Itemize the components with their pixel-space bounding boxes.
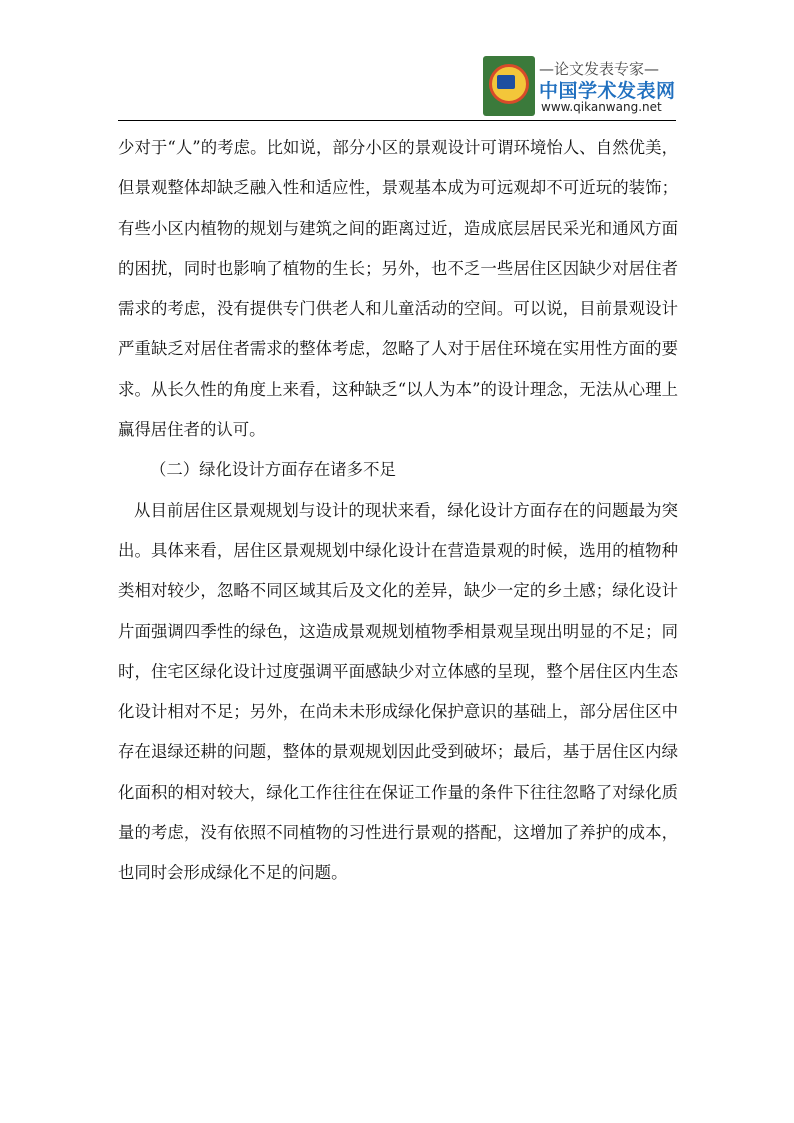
book-icon — [497, 75, 515, 89]
logo-tagline: —论文发表专家— — [539, 60, 660, 78]
document-body — [118, 128, 678, 894]
paragraph-greening: 从目前居住区景观规划与设计的现状来看，绿化设计方面存在的问题最为突出。具体来看，居住区景观规划中绿化设计在营造景观的时候，选用的植物种类相对较少，忽略不同区域其后及文化的差异，缺少一定的乡土感；绿化设计片面强调四季性的绿色，这造成景观规划植物季相景观呈现出明显的不足；同时，住宅区绿化设计过度强调平面感缺少对立体感的呈现，整个居住区内生态化设计相对不足；另外，在尚未未形成绿化保护意识的基础上，部分居住区中存在退绿还耕的问题，整体的景观规划因此受到破坏；最后，基于居住区内绿化面积的相对较大，绿化工作往往在保证工作量的条件下往往忽略了对绿化质量的考虑，没有依照不同植物的习性进行景观的搭配，这增加了养护的成本，也同时会形成绿化不足的问题。 — [118, 500, 678, 883]
header-divider — [118, 120, 676, 121]
section-heading: （二）绿化设计方面存在诸多不足 — [150, 460, 396, 480]
paragraph-continued: 少对于“人”的考虑。比如说，部分小区的景观设计可谓环境怡人、自然优美，但景观整体却缺乏融入性和适应性，景观基本成为可远观却不可近玩的装饰；有些小区内植物的规划与建筑之间的距离过近，造成底层居民采光和通风方面的困扰，同时也影响了植物的生长；另外，也不乏一些居住区因缺少对居住者需求的考虑，没有提供专门供老人和儿童活动的空间。可以说，目前景观设计严重缺乏对居住者需求的整体考虑，忽略了人对于居住环境在实用性方面的要求。从长久性的角度上来看，这种缺乏“以人为本”的设计理念，无法从心理上赢得居住者的认可。 — [118, 138, 678, 440]
seal-emblem — [483, 56, 535, 116]
publisher-logo — [483, 56, 676, 118]
logo-site-name: 中国学术发表网 — [539, 80, 676, 102]
logo-url: www.qikanwang.net — [541, 100, 662, 114]
